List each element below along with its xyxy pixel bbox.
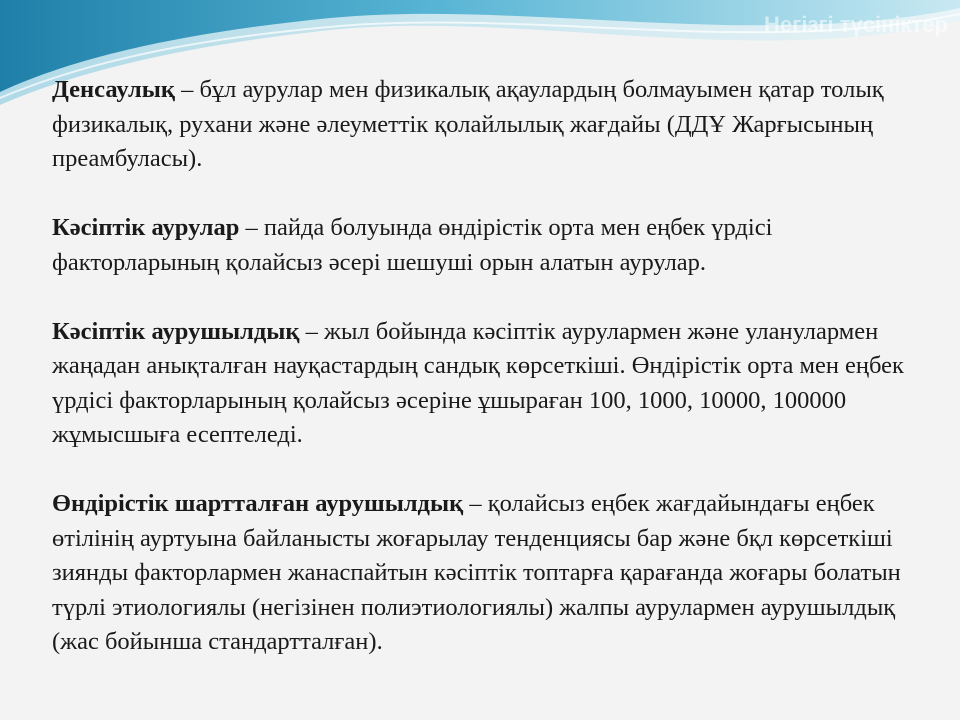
definition-term: Өндірістік шартталған аурушылдық [52,490,464,517]
definition-term: Денсаулық [52,76,175,103]
definition-text: – жыл бойында кәсіптік аурулармен және уланулармен жаңадан анықталған науқастардың сандық көрсеткіші. Өндірістік орта мен еңбек үрдісі факторларының қолайсыз әсеріне ұшыраған 100, 1000, 10000, 100000 жұмысшыға есептеледі. [52,317,904,448]
slide-title: Негізгі түсініктер [764,12,948,37]
definitions-list [52,73,922,694]
definition-paragraph [52,315,922,453]
definition-text: – пайда болуында өндірістік орта мен еңбек үрдісі факторларының қолайсыз әсері шешуші орын алатын аурулар. [52,214,773,276]
definition-paragraph [52,211,922,280]
definition-term: Кәсіптік аурушылдық [52,317,300,345]
definition-paragraph [52,487,922,660]
definition-term: Кәсіптік аурулар [52,214,240,241]
definition-text: – бұл аурулар мен физикалық ақаулардың болмауымен қатар толық физикалық, рухани және әлеуметтік қолайлылық жағдайы (ДДҰ Жарғысының преамбуласы). [52,76,884,172]
definition-text: – қолайсыз еңбек жағдайындағы еңбек өтілінің ауртуына байланысты жоғарылау тенденциясы бар және бқл көрсеткіші зиянды факторлармен жанаспайтын кәсіптік топтарға қарағанда жоғары болатын түрлі этиологиялы (негізінен полиэтиологиялы) жалпы аурулармен аурушылдық (жас бойынша стандартталған). [52,490,901,655]
definition-paragraph [52,73,922,177]
